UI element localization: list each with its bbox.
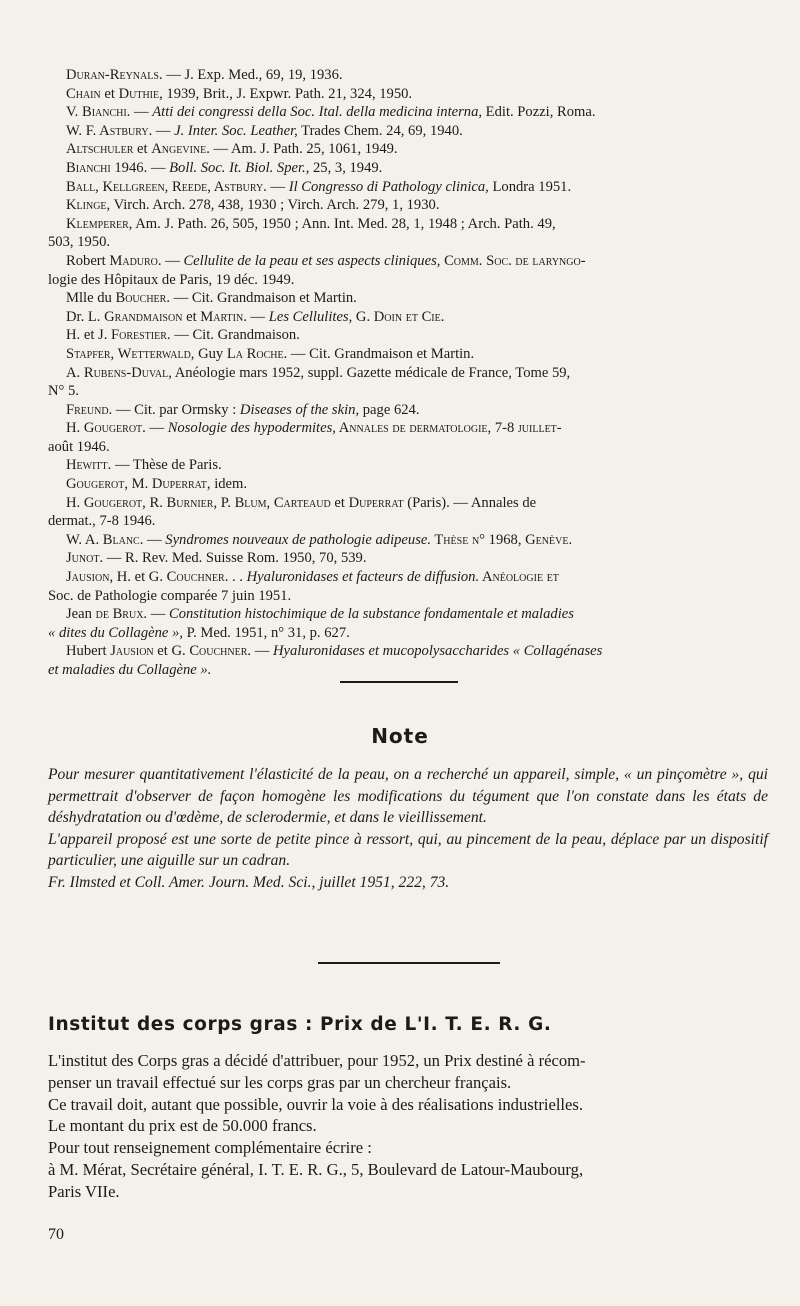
institut-line: L'institut des Corps gras a décidé d'attribuer, pour 1952, un Prix destiné à récom-: [48, 1051, 586, 1070]
reference-line: [48, 159, 766, 178]
reference-text: (Paris). — Annales de: [403, 494, 537, 511]
note-body: [48, 764, 768, 893]
reference-author: V. Bianchi.: [66, 104, 131, 121]
reference-line: [48, 122, 766, 141]
reference-text: — J. Exp. Med., 69, 19, 1936.: [162, 67, 343, 83]
reference-text: —: [152, 122, 175, 139]
reference-author: Stapfer, Wetterwald,: [66, 345, 195, 362]
reference-author: Thèse n° 1968, Genève.: [431, 531, 573, 548]
reference-line: [48, 178, 766, 197]
reference-author: Hewitt.: [66, 457, 112, 474]
reference-line: [48, 605, 766, 624]
reference-line: [48, 624, 766, 643]
note-heading: Note: [371, 724, 429, 748]
reference-line: [48, 456, 766, 475]
reference-author: Comm. Soc. de laryngo-: [440, 252, 586, 269]
reference-line: [48, 103, 766, 122]
note-paragraph: L'appareil proposé est une sorte de petite pince à ressort, qui, au pincement de la peau, déplace par un dispositif particulier, une aiguille sur un cadran.: [48, 830, 768, 869]
reference-line: [48, 661, 766, 680]
reference-author: Altschuler: [66, 141, 134, 158]
reference-line: [48, 326, 766, 345]
reference-text: et: [330, 494, 349, 511]
reference-author: Boucher.: [115, 290, 170, 307]
reference-title: Constitution histochimique de la substance fondamentale et maladies: [168, 606, 574, 623]
reference-text: H.: [66, 494, 84, 511]
reference-author: Couchner.: [189, 643, 252, 660]
reference-author: Duperrat: [348, 494, 404, 511]
reference-line: [48, 85, 766, 104]
reference-line: [48, 196, 766, 215]
reference-title: Les Cellulites,: [268, 308, 353, 325]
reference-title: Cellulite de la peau et ses aspects cliniques,: [183, 252, 441, 269]
reference-author: Gougerot,: [83, 494, 146, 511]
reference-line: [48, 494, 766, 513]
reference-text: — Cit. Grandmaison.: [170, 327, 300, 344]
reference-text: —: [161, 252, 184, 269]
reference-author: Duran-Reynals.: [66, 67, 163, 83]
reference-text: et: [182, 308, 201, 325]
reference-text: Soc. de Pathologie comparée 7 juin 1951.: [48, 587, 292, 604]
reference-author: G. Doin et Cie.: [352, 308, 445, 325]
reference-line: [48, 345, 766, 364]
reference-text: et G.: [153, 643, 190, 660]
reference-author: Anéologie et: [479, 569, 559, 586]
reference-text: et: [133, 141, 152, 158]
reference-author: Annales de dermatologie, 7-8 juillet-: [335, 420, 562, 437]
reference-author: de Brux.: [95, 606, 148, 623]
reference-text: Edit. Pozzi, Roma.: [482, 104, 596, 121]
reference-title: Hyaluronidases et mucopolysaccharides « Collagénases: [272, 643, 603, 660]
reference-line: [48, 215, 766, 234]
reference-line: [48, 475, 766, 494]
reference-line: [48, 438, 766, 457]
reference-text: M.: [127, 476, 152, 493]
reference-title: Syndromes nouveaux de pathologie adipeuse.: [165, 531, 431, 548]
reference-text: Guy: [194, 345, 227, 362]
reference-text: août 1946.: [48, 438, 110, 455]
reference-text: — Cit. Grandmaison et Martin.: [169, 290, 357, 307]
reference-author: Rubens-Duval,: [83, 364, 172, 381]
reference-text: 503, 1950.: [48, 234, 111, 251]
reference-author: Duperrat,: [151, 476, 211, 493]
reference-author: Martin.: [200, 308, 247, 325]
reference-author: Junot.: [66, 550, 104, 567]
reference-author: Ball, Kellgreen, Reede, Astbury.: [66, 178, 267, 195]
reference-author: La Roche.: [226, 345, 288, 362]
reference-text: — Thèse de Paris.: [111, 457, 222, 474]
reference-text: dermat., 7-8 1946.: [48, 513, 156, 530]
reference-text: et: [100, 85, 119, 102]
reference-text: page 624.: [359, 401, 420, 418]
reference-text: Robert: [66, 252, 110, 269]
institut-line: Le montant du prix est de 50.000 francs.: [48, 1116, 317, 1136]
reference-author: Freund.: [66, 401, 113, 418]
reference-title: Boll. Soc. It. Biol. Sper.,: [169, 159, 310, 176]
reference-text: —: [130, 104, 153, 121]
reference-text: Trades Chem. 24, 69, 1940.: [297, 122, 463, 139]
reference-text: —: [246, 308, 269, 325]
reference-text: R.: [145, 494, 167, 511]
reference-line: [48, 512, 766, 531]
reference-author: Jausion: [110, 643, 154, 660]
divider-rule: [340, 681, 458, 683]
reference-text: P. Med. 1951, n° 31, p. 627.: [182, 624, 350, 641]
reference-title: Nosologie des hypodermites,: [167, 420, 336, 437]
reference-author: Maduro.: [109, 252, 162, 269]
reference-text: Hubert: [66, 643, 111, 660]
reference-text: 1939, Brit., J. Expwr. Path. 21, 324, 1950.: [162, 85, 413, 102]
reference-text: A.: [66, 364, 84, 381]
reference-text: Mlle du: [66, 290, 116, 307]
reference-line: [48, 401, 766, 420]
reference-line: [48, 419, 766, 438]
institut-line: Ce travail doit, autant que possible, ouvrir la voie à des réalisations industrielles.: [48, 1094, 584, 1114]
reference-text: Am. J. Path. 26, 505, 1950 ; Ann. Int. Med. 28, 1, 1948 ; Arch. Path. 49,: [132, 215, 556, 232]
reference-line: [48, 531, 766, 550]
reference-author: Blanc.: [102, 531, 144, 548]
reference-line: [48, 252, 766, 271]
reference-text: Jean: [66, 606, 96, 623]
reference-text: logie des Hôpitaux de Paris, 19 déc. 1949.: [48, 271, 295, 288]
reference-line: [48, 382, 766, 401]
reference-text: Virch. Arch. 278, 438, 1930 ; Virch. Arch. 279, 1, 1930.: [110, 197, 440, 214]
reference-text: Dr. L.: [66, 308, 105, 325]
reference-author: Klinge,: [66, 197, 111, 214]
reference-line: [48, 289, 766, 308]
reference-author: Burnier,: [166, 494, 218, 511]
reference-text: . .: [228, 569, 247, 586]
institut-heading: Institut des corps gras : Prix de L'I. T. E. R. G.: [48, 1014, 552, 1035]
reference-line: [48, 642, 766, 661]
reference-text: P.: [217, 494, 235, 511]
reference-title: et maladies du Collagène ».: [48, 662, 212, 678]
reference-list: [48, 66, 766, 680]
divider-rule: [318, 962, 500, 964]
reference-text: Anéologie mars 1952, suppl. Gazette médicale de France, Tome 59,: [171, 364, 571, 381]
institut-line: penser un travail effectué sur les corps gras par un chercheur français.: [48, 1072, 512, 1092]
reference-text: —: [147, 606, 169, 623]
institut-line: Paris VIIe.: [48, 1181, 120, 1201]
reference-author: Gougerot,: [66, 476, 128, 493]
reference-line: [48, 308, 766, 327]
reference-line: [48, 140, 766, 159]
reference-line: [48, 549, 766, 568]
reference-author: Chain: [66, 85, 101, 102]
reference-text: W. A.: [66, 531, 103, 548]
reference-text: Londra 1951.: [488, 178, 572, 195]
note-paragraph: Pour mesurer quantitativement l'élasticité de la peau, on a recherché un appareil, simple, « un pinçomètre », qui permettrait d'observer de façon homogène les modifications du tégument que l'on constate dans les états de déshydratation ou d'œdème, de sclerodermie, et dans le vieillissement.: [48, 766, 768, 826]
reference-text: —: [143, 531, 166, 548]
reference-text: N° 5.: [48, 383, 79, 400]
reference-line: [48, 568, 766, 587]
reference-author: Angevine.: [151, 141, 210, 158]
institut-line: à M. Mérat, Secrétaire général, I. T. E. R. G., 5, Boulevard de Latour-Maubourg,: [48, 1159, 584, 1179]
reference-text: — Cit. Grandmaison et Martin.: [287, 345, 475, 362]
reference-title: Hyaluronidases et facteurs de diffusion.: [246, 569, 480, 586]
reference-text: 25, 3, 1949.: [309, 159, 383, 176]
reference-line: [48, 364, 766, 383]
reference-author: Grandmaison: [104, 308, 183, 325]
reference-text: —: [251, 643, 273, 660]
reference-text: — Cit. par Ormsky :: [112, 401, 240, 418]
reference-text: — Am. J. Path. 25, 1061, 1949.: [209, 141, 398, 158]
reference-author: Duthie,: [118, 85, 163, 102]
reference-author: W. F. Astbury.: [66, 122, 153, 139]
reference-line: [48, 66, 766, 85]
reference-author: Bianchi: [66, 159, 111, 176]
reference-text: —: [266, 178, 289, 195]
reference-author: Couchner.: [166, 569, 229, 586]
institut-body: [48, 1050, 768, 1203]
reference-line: [48, 233, 766, 252]
reference-title: « dites du Collagène »,: [48, 624, 183, 641]
institut-line: Pour tout renseignement complémentaire écrire :: [48, 1138, 372, 1158]
reference-text: H. et J.: [66, 327, 111, 344]
reference-title: Atti dei congressi della Soc. Ital. della medicina interna,: [152, 104, 483, 121]
reference-author: Jausion,: [66, 569, 114, 586]
reference-title: Il Congresso di Pathology clinica,: [288, 178, 489, 195]
reference-author: Forestier.: [111, 327, 171, 344]
reference-text: H.: [66, 420, 84, 437]
reference-line: [48, 271, 766, 290]
reference-text: —: [145, 420, 168, 437]
reference-author: Blum, Carteaud: [234, 494, 331, 511]
reference-author: Klemperer,: [66, 215, 133, 232]
reference-line: [48, 587, 766, 606]
note-citation: Fr. Ilmsted et Coll. Amer. Journ. Med. Sci., juillet 1951, 222, 73.: [48, 873, 450, 891]
reference-text: 1946. —: [110, 159, 170, 176]
reference-text: idem.: [210, 476, 248, 493]
reference-title: J. Inter. Soc. Leather,: [174, 122, 298, 139]
reference-text: H. et G.: [113, 569, 167, 586]
page-number: 70: [48, 1226, 64, 1243]
reference-title: Diseases of the skin,: [239, 401, 360, 418]
reference-author: Gougerot.: [83, 420, 146, 437]
reference-text: — R. Rev. Med. Suisse Rom. 1950, 70, 539.: [103, 550, 367, 567]
